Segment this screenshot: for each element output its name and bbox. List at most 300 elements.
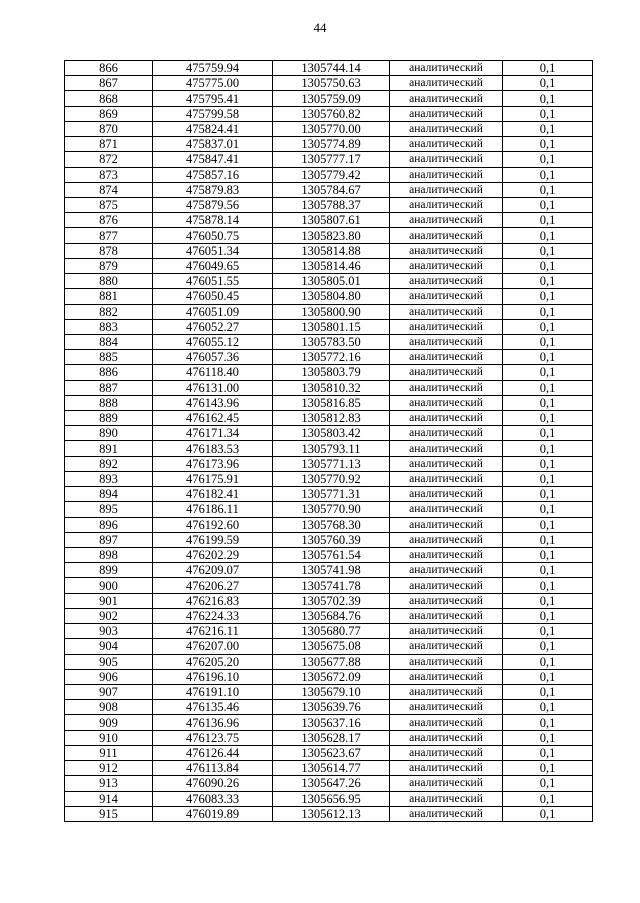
table-row [65, 517, 593, 532]
method-cell: аналитический [390, 715, 503, 730]
table-row [65, 395, 593, 410]
method-cell: аналитический [390, 548, 503, 563]
point-number-cell: 885 [65, 350, 153, 365]
method-cell: аналитический [390, 532, 503, 547]
point-number-cell: 877 [65, 228, 153, 243]
table-row [65, 182, 593, 197]
x-coordinate-cell: 476182.41 [153, 487, 273, 502]
x-coordinate-cell: 476131.00 [153, 380, 273, 395]
accuracy-cell: 0,1 [503, 304, 593, 319]
y-coordinate-cell: 1305793.11 [273, 441, 390, 456]
x-coordinate-cell: 475759.94 [153, 61, 273, 76]
point-number-cell: 889 [65, 411, 153, 426]
method-cell: аналитический [390, 350, 503, 365]
y-coordinate-cell: 1305702.39 [273, 593, 390, 608]
x-coordinate-cell: 476051.55 [153, 274, 273, 289]
point-number-cell: 907 [65, 684, 153, 699]
table-row [65, 700, 593, 715]
accuracy-cell: 0,1 [503, 91, 593, 106]
method-cell: аналитический [390, 380, 503, 395]
x-coordinate-cell: 476224.33 [153, 608, 273, 623]
point-number-cell: 911 [65, 745, 153, 760]
point-number-cell: 915 [65, 806, 153, 821]
point-number-cell: 888 [65, 395, 153, 410]
y-coordinate-cell: 1305639.76 [273, 700, 390, 715]
table-row [65, 639, 593, 654]
point-number-cell: 871 [65, 137, 153, 152]
accuracy-cell: 0,1 [503, 608, 593, 623]
table-row [65, 715, 593, 730]
method-cell: аналитический [390, 213, 503, 228]
y-coordinate-cell: 1305647.26 [273, 776, 390, 791]
accuracy-cell: 0,1 [503, 289, 593, 304]
y-coordinate-cell: 1305814.88 [273, 243, 390, 258]
x-coordinate-cell: 475847.41 [153, 152, 273, 167]
point-number-cell: 909 [65, 715, 153, 730]
accuracy-cell: 0,1 [503, 61, 593, 76]
method-cell: аналитический [390, 411, 503, 426]
accuracy-cell: 0,1 [503, 274, 593, 289]
y-coordinate-cell: 1305675.08 [273, 639, 390, 654]
y-coordinate-cell: 1305803.42 [273, 426, 390, 441]
method-cell: аналитический [390, 654, 503, 669]
x-coordinate-cell: 475837.01 [153, 137, 273, 152]
y-coordinate-cell: 1305750.63 [273, 76, 390, 91]
y-coordinate-cell: 1305759.09 [273, 91, 390, 106]
accuracy-cell: 0,1 [503, 502, 593, 517]
table-row [65, 456, 593, 471]
x-coordinate-cell: 475795.41 [153, 91, 273, 106]
table-row [65, 532, 593, 547]
y-coordinate-cell: 1305784.67 [273, 182, 390, 197]
page-number: 44 [313, 20, 327, 35]
y-coordinate-cell: 1305680.77 [273, 624, 390, 639]
x-coordinate-cell: 476162.45 [153, 411, 273, 426]
table-row [65, 593, 593, 608]
method-cell: аналитический [390, 776, 503, 791]
method-cell: аналитический [390, 258, 503, 273]
point-number-cell: 898 [65, 548, 153, 563]
y-coordinate-cell: 1305760.82 [273, 106, 390, 121]
point-number-cell: 868 [65, 91, 153, 106]
y-coordinate-cell: 1305770.90 [273, 502, 390, 517]
y-coordinate-cell: 1305637.16 [273, 715, 390, 730]
accuracy-cell: 0,1 [503, 578, 593, 593]
table-row [65, 365, 593, 380]
accuracy-cell: 0,1 [503, 761, 593, 776]
table-row [65, 228, 593, 243]
accuracy-cell: 0,1 [503, 456, 593, 471]
point-number-cell: 893 [65, 471, 153, 486]
x-coordinate-cell: 476049.65 [153, 258, 273, 273]
method-cell: аналитический [390, 700, 503, 715]
table-row [65, 289, 593, 304]
table-row [65, 487, 593, 502]
method-cell: аналитический [390, 228, 503, 243]
accuracy-cell: 0,1 [503, 121, 593, 136]
table-row [65, 624, 593, 639]
y-coordinate-cell: 1305768.30 [273, 517, 390, 532]
y-coordinate-cell: 1305777.17 [273, 152, 390, 167]
method-cell: аналитический [390, 563, 503, 578]
x-coordinate-cell: 476202.29 [153, 548, 273, 563]
accuracy-cell: 0,1 [503, 745, 593, 760]
table-row [65, 350, 593, 365]
method-cell: аналитический [390, 745, 503, 760]
table-row [65, 806, 593, 821]
method-cell: аналитический [390, 684, 503, 699]
y-coordinate-cell: 1305656.95 [273, 791, 390, 806]
point-number-cell: 894 [65, 487, 153, 502]
table-row [65, 137, 593, 152]
y-coordinate-cell: 1305741.98 [273, 563, 390, 578]
method-cell: аналитический [390, 761, 503, 776]
method-cell: аналитический [390, 624, 503, 639]
accuracy-cell: 0,1 [503, 548, 593, 563]
accuracy-cell: 0,1 [503, 654, 593, 669]
method-cell: аналитический [390, 456, 503, 471]
y-coordinate-cell: 1305804.80 [273, 289, 390, 304]
y-coordinate-cell: 1305679.10 [273, 684, 390, 699]
x-coordinate-cell: 476113.84 [153, 761, 273, 776]
method-cell: аналитический [390, 91, 503, 106]
method-cell: аналитический [390, 243, 503, 258]
accuracy-cell: 0,1 [503, 197, 593, 212]
accuracy-cell: 0,1 [503, 791, 593, 806]
accuracy-cell: 0,1 [503, 426, 593, 441]
method-cell: аналитический [390, 426, 503, 441]
y-coordinate-cell: 1305779.42 [273, 167, 390, 182]
x-coordinate-cell: 476126.44 [153, 745, 273, 760]
y-coordinate-cell: 1305684.76 [273, 608, 390, 623]
point-number-cell: 902 [65, 608, 153, 623]
accuracy-cell: 0,1 [503, 258, 593, 273]
method-cell: аналитический [390, 304, 503, 319]
method-cell: аналитический [390, 669, 503, 684]
x-coordinate-cell: 476050.75 [153, 228, 273, 243]
accuracy-cell: 0,1 [503, 684, 593, 699]
y-coordinate-cell: 1305744.14 [273, 61, 390, 76]
accuracy-cell: 0,1 [503, 624, 593, 639]
accuracy-cell: 0,1 [503, 517, 593, 532]
table-row [65, 776, 593, 791]
accuracy-cell: 0,1 [503, 319, 593, 334]
accuracy-cell: 0,1 [503, 395, 593, 410]
point-number-cell: 881 [65, 289, 153, 304]
y-coordinate-cell: 1305612.13 [273, 806, 390, 821]
method-cell: аналитический [390, 639, 503, 654]
point-number-cell: 901 [65, 593, 153, 608]
table-row [65, 152, 593, 167]
y-coordinate-cell: 1305614.77 [273, 761, 390, 776]
point-number-cell: 872 [65, 152, 153, 167]
point-number-cell: 892 [65, 456, 153, 471]
table-row [65, 791, 593, 806]
x-coordinate-cell: 476216.11 [153, 624, 273, 639]
method-cell: аналитический [390, 334, 503, 349]
method-cell: аналитический [390, 608, 503, 623]
accuracy-cell: 0,1 [503, 715, 593, 730]
method-cell: аналитический [390, 806, 503, 821]
method-cell: аналитический [390, 289, 503, 304]
table-row [65, 380, 593, 395]
accuracy-cell: 0,1 [503, 334, 593, 349]
point-number-cell: 884 [65, 334, 153, 349]
point-number-cell: 873 [65, 167, 153, 182]
table-row [65, 563, 593, 578]
table-row [65, 684, 593, 699]
y-coordinate-cell: 1305803.79 [273, 365, 390, 380]
method-cell: аналитический [390, 471, 503, 486]
accuracy-cell: 0,1 [503, 669, 593, 684]
table-row [65, 76, 593, 91]
method-cell: аналитический [390, 137, 503, 152]
table-row [65, 274, 593, 289]
x-coordinate-cell: 476209.07 [153, 563, 273, 578]
point-number-cell: 903 [65, 624, 153, 639]
point-number-cell: 910 [65, 730, 153, 745]
accuracy-cell: 0,1 [503, 441, 593, 456]
x-coordinate-cell: 476123.75 [153, 730, 273, 745]
accuracy-cell: 0,1 [503, 532, 593, 547]
method-cell: аналитический [390, 502, 503, 517]
table-row [65, 91, 593, 106]
method-cell: аналитический [390, 76, 503, 91]
point-number-cell: 896 [65, 517, 153, 532]
table-row [65, 654, 593, 669]
method-cell: аналитический [390, 121, 503, 136]
table-row [65, 334, 593, 349]
method-cell: аналитический [390, 441, 503, 456]
accuracy-cell: 0,1 [503, 730, 593, 745]
y-coordinate-cell: 1305816.85 [273, 395, 390, 410]
point-number-cell: 897 [65, 532, 153, 547]
table-row [65, 258, 593, 273]
x-coordinate-cell: 476175.91 [153, 471, 273, 486]
method-cell: аналитический [390, 274, 503, 289]
x-coordinate-cell: 475775.00 [153, 76, 273, 91]
point-number-cell: 869 [65, 106, 153, 121]
x-coordinate-cell: 475824.41 [153, 121, 273, 136]
x-coordinate-cell: 475879.56 [153, 197, 273, 212]
method-cell: аналитический [390, 106, 503, 121]
accuracy-cell: 0,1 [503, 776, 593, 791]
accuracy-cell: 0,1 [503, 167, 593, 182]
table-row [65, 548, 593, 563]
y-coordinate-cell: 1305805.01 [273, 274, 390, 289]
table-row [65, 761, 593, 776]
point-number-cell: 904 [65, 639, 153, 654]
table-row [65, 106, 593, 121]
accuracy-cell: 0,1 [503, 106, 593, 121]
x-coordinate-cell: 476083.33 [153, 791, 273, 806]
table-row [65, 411, 593, 426]
y-coordinate-cell: 1305807.61 [273, 213, 390, 228]
point-number-cell: 879 [65, 258, 153, 273]
y-coordinate-cell: 1305814.46 [273, 258, 390, 273]
point-number-cell: 887 [65, 380, 153, 395]
point-number-cell: 870 [65, 121, 153, 136]
table-row [65, 669, 593, 684]
y-coordinate-cell: 1305772.16 [273, 350, 390, 365]
point-number-cell: 899 [65, 563, 153, 578]
method-cell: аналитический [390, 487, 503, 502]
accuracy-cell: 0,1 [503, 182, 593, 197]
point-number-cell: 908 [65, 700, 153, 715]
table-row [65, 213, 593, 228]
point-number-cell: 913 [65, 776, 153, 791]
y-coordinate-cell: 1305800.90 [273, 304, 390, 319]
y-coordinate-cell: 1305770.00 [273, 121, 390, 136]
accuracy-cell: 0,1 [503, 639, 593, 654]
y-coordinate-cell: 1305760.39 [273, 532, 390, 547]
method-cell: аналитический [390, 791, 503, 806]
x-coordinate-cell: 475879.83 [153, 182, 273, 197]
x-coordinate-cell: 476051.34 [153, 243, 273, 258]
table-row [65, 197, 593, 212]
table-row [65, 304, 593, 319]
point-number-cell: 882 [65, 304, 153, 319]
x-coordinate-cell: 476118.40 [153, 365, 273, 380]
x-coordinate-cell: 475878.14 [153, 213, 273, 228]
table-row [65, 471, 593, 486]
y-coordinate-cell: 1305672.09 [273, 669, 390, 684]
y-coordinate-cell: 1305741.78 [273, 578, 390, 593]
x-coordinate-cell: 476136.96 [153, 715, 273, 730]
x-coordinate-cell: 476171.34 [153, 426, 273, 441]
accuracy-cell: 0,1 [503, 213, 593, 228]
y-coordinate-cell: 1305677.88 [273, 654, 390, 669]
method-cell: аналитический [390, 730, 503, 745]
accuracy-cell: 0,1 [503, 487, 593, 502]
x-coordinate-cell: 476055.12 [153, 334, 273, 349]
method-cell: аналитический [390, 395, 503, 410]
point-number-cell: 866 [65, 61, 153, 76]
x-coordinate-cell: 476206.27 [153, 578, 273, 593]
point-number-cell: 900 [65, 578, 153, 593]
y-coordinate-cell: 1305788.37 [273, 197, 390, 212]
x-coordinate-cell: 476143.96 [153, 395, 273, 410]
method-cell: аналитический [390, 578, 503, 593]
table-row [65, 502, 593, 517]
point-number-cell: 874 [65, 182, 153, 197]
x-coordinate-cell: 476019.89 [153, 806, 273, 821]
x-coordinate-cell: 476057.36 [153, 350, 273, 365]
y-coordinate-cell: 1305771.13 [273, 456, 390, 471]
y-coordinate-cell: 1305810.32 [273, 380, 390, 395]
coordinates-table [64, 60, 593, 822]
table-row [65, 608, 593, 623]
x-coordinate-cell: 476216.83 [153, 593, 273, 608]
accuracy-cell: 0,1 [503, 411, 593, 426]
accuracy-cell: 0,1 [503, 228, 593, 243]
table-row [65, 441, 593, 456]
coordinates-table-body [65, 61, 593, 822]
x-coordinate-cell: 476090.26 [153, 776, 273, 791]
accuracy-cell: 0,1 [503, 593, 593, 608]
point-number-cell: 912 [65, 761, 153, 776]
point-number-cell: 878 [65, 243, 153, 258]
point-number-cell: 891 [65, 441, 153, 456]
method-cell: аналитический [390, 365, 503, 380]
table-row [65, 745, 593, 760]
x-coordinate-cell: 476183.53 [153, 441, 273, 456]
method-cell: аналитический [390, 152, 503, 167]
point-number-cell: 880 [65, 274, 153, 289]
table-row [65, 319, 593, 334]
method-cell: аналитический [390, 197, 503, 212]
accuracy-cell: 0,1 [503, 365, 593, 380]
x-coordinate-cell: 476196.10 [153, 669, 273, 684]
accuracy-cell: 0,1 [503, 76, 593, 91]
method-cell: аналитический [390, 182, 503, 197]
point-number-cell: 883 [65, 319, 153, 334]
point-number-cell: 914 [65, 791, 153, 806]
accuracy-cell: 0,1 [503, 350, 593, 365]
method-cell: аналитический [390, 167, 503, 182]
y-coordinate-cell: 1305783.50 [273, 334, 390, 349]
y-coordinate-cell: 1305623.67 [273, 745, 390, 760]
y-coordinate-cell: 1305628.17 [273, 730, 390, 745]
y-coordinate-cell: 1305774.89 [273, 137, 390, 152]
y-coordinate-cell: 1305771.31 [273, 487, 390, 502]
table-row [65, 426, 593, 441]
point-number-cell: 886 [65, 365, 153, 380]
point-number-cell: 875 [65, 197, 153, 212]
accuracy-cell: 0,1 [503, 700, 593, 715]
y-coordinate-cell: 1305770.92 [273, 471, 390, 486]
accuracy-cell: 0,1 [503, 563, 593, 578]
x-coordinate-cell: 476051.09 [153, 304, 273, 319]
x-coordinate-cell: 475857.16 [153, 167, 273, 182]
accuracy-cell: 0,1 [503, 471, 593, 486]
y-coordinate-cell: 1305761.54 [273, 548, 390, 563]
x-coordinate-cell: 476191.10 [153, 684, 273, 699]
table-row [65, 578, 593, 593]
point-number-cell: 876 [65, 213, 153, 228]
x-coordinate-cell: 476186.11 [153, 502, 273, 517]
table-row [65, 61, 593, 76]
y-coordinate-cell: 1305812.83 [273, 411, 390, 426]
table-row [65, 243, 593, 258]
table-row [65, 167, 593, 182]
accuracy-cell: 0,1 [503, 243, 593, 258]
table-row [65, 121, 593, 136]
x-coordinate-cell: 476173.96 [153, 456, 273, 471]
point-number-cell: 895 [65, 502, 153, 517]
point-number-cell: 867 [65, 76, 153, 91]
point-number-cell: 906 [65, 669, 153, 684]
point-number-cell: 890 [65, 426, 153, 441]
x-coordinate-cell: 475799.58 [153, 106, 273, 121]
point-number-cell: 905 [65, 654, 153, 669]
x-coordinate-cell: 476207.00 [153, 639, 273, 654]
y-coordinate-cell: 1305823.80 [273, 228, 390, 243]
x-coordinate-cell: 476135.46 [153, 700, 273, 715]
accuracy-cell: 0,1 [503, 806, 593, 821]
accuracy-cell: 0,1 [503, 380, 593, 395]
method-cell: аналитический [390, 319, 503, 334]
x-coordinate-cell: 476205.20 [153, 654, 273, 669]
x-coordinate-cell: 476192.60 [153, 517, 273, 532]
x-coordinate-cell: 476052.27 [153, 319, 273, 334]
table-row [65, 730, 593, 745]
accuracy-cell: 0,1 [503, 152, 593, 167]
x-coordinate-cell: 476199.59 [153, 532, 273, 547]
method-cell: аналитический [390, 593, 503, 608]
method-cell: аналитический [390, 61, 503, 76]
y-coordinate-cell: 1305801.15 [273, 319, 390, 334]
